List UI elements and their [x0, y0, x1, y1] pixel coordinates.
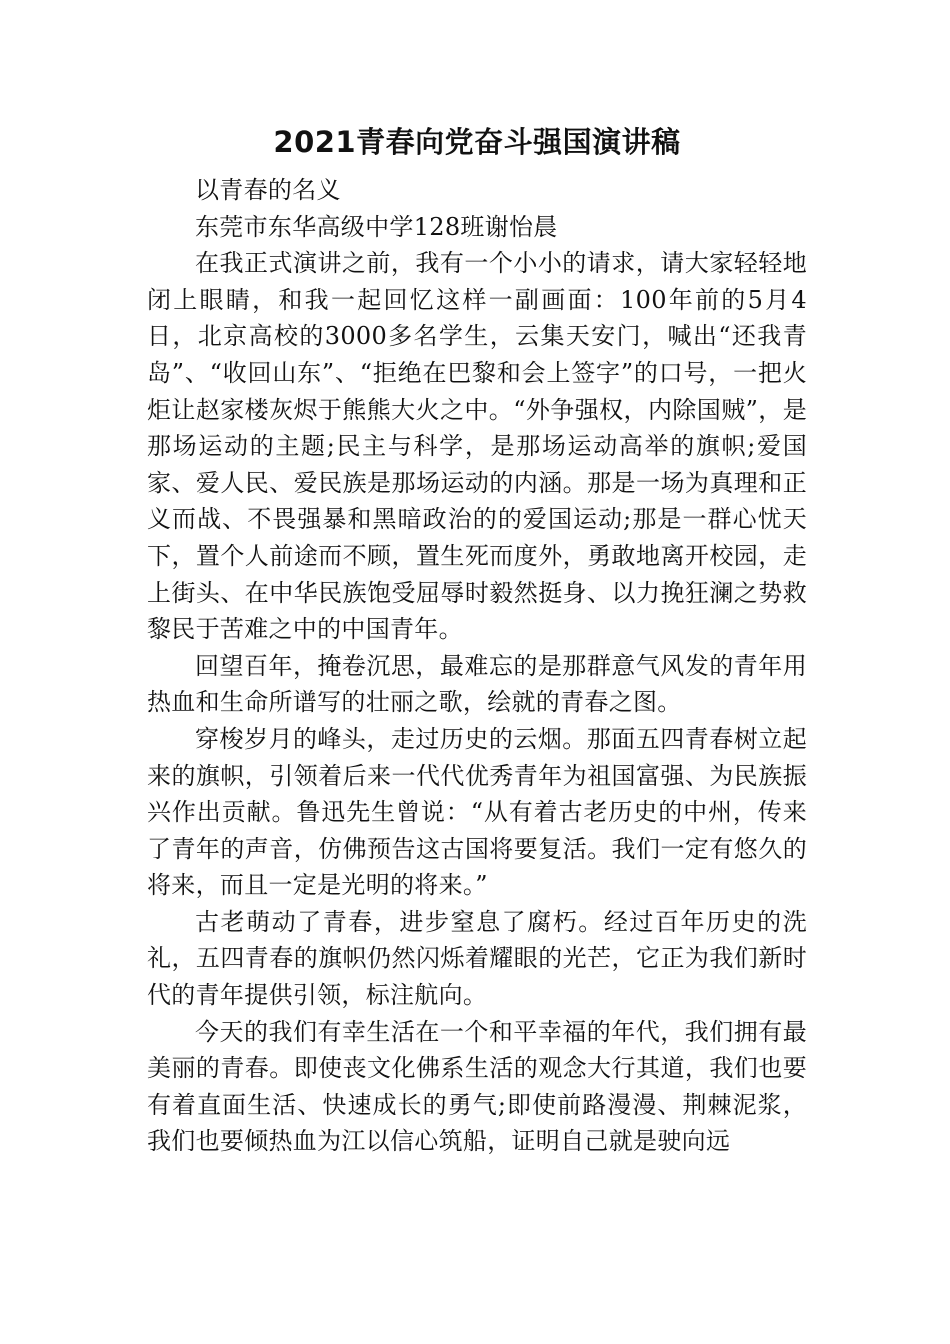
paragraph-3: 穿梭岁月的峰头，走过历史的云烟。那面五四青春树立起来的旗帜，引领着后来一代代优秀青年为祖国富强、为民族振兴作出贡献。鲁迅先生曾说：“从有着古老历史的中州，传来了青年的声音，仿佛预告这古国将要复活。我们一定有悠久的将来，而且一定是光明的将来。” [147, 724, 807, 900]
paragraph-2: 回望百年，掩卷沉思，最难忘的是那群意气风发的青年用热血和生命所谱写的壮丽之歌，绘就的青春之图。 [147, 651, 807, 717]
paragraph-5: 今天的我们有幸生活在一个和平幸福的年代，我们拥有最美丽的青春。即使丧文化佛系生活的观念大行其道，我们也要有着直面生活、快速成长的勇气;即使前路漫漫、荆棘泥浆，我们也要倾热血为江以信心筑船，证明自己就是驶向远 [147, 1017, 807, 1156]
document-author: 东莞市东华高级中学128班谢怡晨 [195, 212, 558, 241]
document-subtitle: 以青春的名义 [195, 176, 341, 204]
paragraph-4: 古老萌动了青春，进步窒息了腐朽。经过百年历史的洗礼，五四青春的旗帜仍然闪烁着耀眼的光芒，它正为我们新时代的青年提供引领，标注航向。 [147, 907, 807, 1010]
document-page [147, 118, 807, 1160]
document-title: 2021青春向党奋斗强国演讲稿 [273, 125, 681, 159]
paragraph-1: 在我正式演讲之前，我有一个小小的请求，请大家轻轻地闭上眼睛，和我一起回忆这样一副画面：100年前的5月4日，北京高校的3000多名学生，云集天安门，喊出“还我青岛”、“收回山东”、“拒绝在巴黎和会上签字”的口号，一把火炬让赵家楼灰烬于熊熊大火之中。“外争强权，内除国贼”，是那场运动的主题;民主与科学，是那场运动高举的旗帜;爱国家、爱人民、爱民族是那场运动的内涵。那是一场为真理和正义而战、不畏强暴和黑暗政治的的爱国运动;那是一群心忧天下，置个人前途而不顾，置生死而度外，勇敢地离开校园，走上街头、在中华民族饱受屈辱时毅然挺身、以力挽狂澜之势救黎民于苦难之中的中国青年。 [147, 249, 807, 644]
